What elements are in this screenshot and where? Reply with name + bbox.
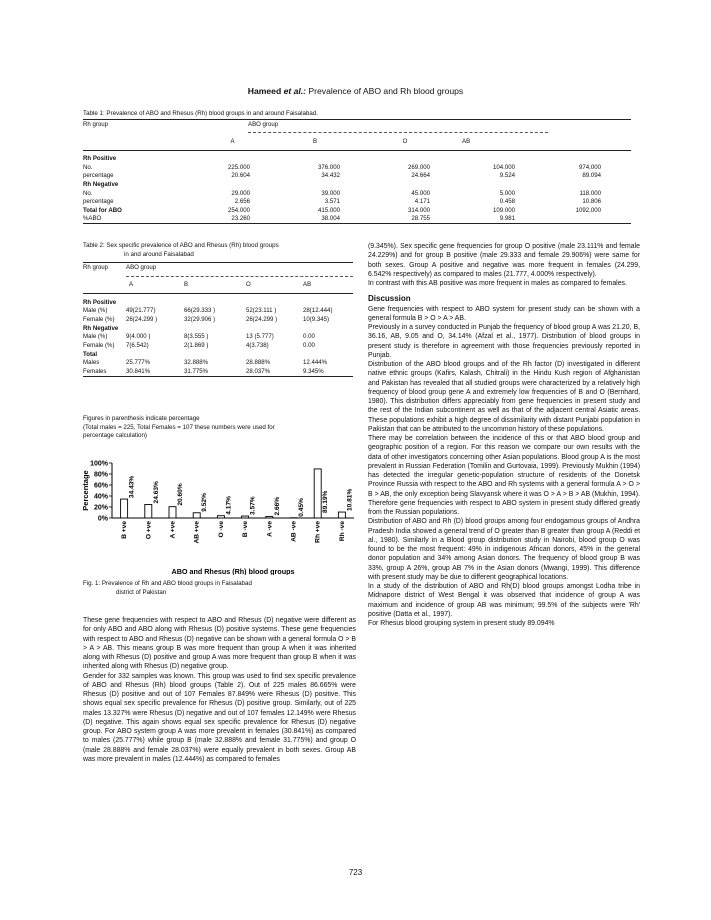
table-cell: 118.000 — [579, 189, 602, 197]
table-cell — [303, 298, 353, 307]
table2-header-rule — [83, 293, 353, 294]
table-row — [83, 197, 631, 206]
table-cell: 28(12.444) — [303, 307, 333, 315]
table-cell: 66(29.333 ) — [184, 307, 216, 315]
table-cell: 23.260 — [231, 215, 250, 223]
data-label: 20.60% — [177, 483, 184, 506]
table2-dash-rule — [126, 276, 353, 277]
paragraph: In contrast with this AB positive was more frequent in males as compared to females. — [368, 280, 627, 287]
table-cell: 1092.000 — [575, 206, 602, 214]
table-row — [83, 215, 631, 224]
table-cell: 2.656 — [234, 198, 250, 206]
table-cell: 32.888% — [184, 359, 209, 367]
table-cell: 9.524 — [499, 172, 515, 180]
bar — [193, 513, 200, 518]
table2-body — [83, 298, 353, 376]
category-label: B -ve — [242, 521, 250, 538]
figure-caption-line1: Fig. 1: Prevalence of Rh and ABO blood groups in Faisalabad — [83, 580, 252, 587]
header-title: Prevalence of ABO and Rh blood groups — [306, 86, 464, 96]
data-label: 34.43% — [128, 475, 136, 499]
table1 — [83, 119, 631, 224]
paragraph: In a study of the distribution of ABO and Rh(D) blood groups amongst Lodha tribe in Midnapore district of West Bengal it was observed that incidence of group A was maximum and incidence of group AB was minimum; 99.5% of the subjects were 'Rh' positive (Datta et al., 1997). — [368, 583, 640, 618]
data-label: 0.45% — [298, 498, 305, 517]
table-row — [83, 341, 353, 350]
table-row — [83, 324, 353, 333]
table-cell: 26(24.299 ) — [246, 315, 278, 323]
table-row — [83, 298, 353, 307]
table1-header-row — [83, 137, 631, 146]
table-cell: 34.432 — [321, 172, 340, 180]
table-cell: 25.777% — [126, 359, 151, 367]
page-number: 723 — [348, 868, 363, 877]
table-cell — [360, 154, 450, 163]
paragraph: Gene frequencies with respect to ABO system for present study can be shown with a general formula B > O > A > AB. — [368, 305, 640, 322]
table-row — [83, 359, 353, 368]
table-cell: 4.171 — [414, 198, 430, 206]
table-cell: 8(3.555 ) — [184, 333, 209, 341]
table2-col-header: AB — [303, 281, 312, 289]
paragraph: Previously in a survey conducted in Punjab the frequency of blood group A was 21.20, B, 36.16, AB, 9.05 and O, 34.14% (Afzal et al., 1977). Distribution of blood groups in present study is therefore in agreement with those frequencies previously reported in Punjab. — [368, 324, 640, 359]
table-cell: 52(23.111 ) — [246, 307, 277, 315]
table-row — [83, 367, 353, 376]
y-tick-label: 80% — [93, 471, 108, 479]
y-tick-label: 100% — [90, 460, 108, 468]
row-label: Male (%) — [83, 333, 108, 341]
table-cell: 89.094 — [582, 172, 602, 180]
paragraph: Gender for 332 samples was known. This group was used to find sex specific prevalence of ABO and Rhesus (Rh) blood groups (Table 2). Out of 225 males 86.665% were Rhesus (D) positive and out of 107 Females 87.849% were Rhesus (D) positive. This shows equal sex specific prevalence for Rhesus (D) positive group. Similarly, out of 225 males 13.327% were Rhesus (D) negative and out of 107 females 12.149% were Rhesus (D) negative. This again shows equal sex specific prevalence for Rhesus (D) negative group. For ABO system group A was more prevalent in females (30.841%) as compared to males (25.777%) while group B (male 32.888% and female 31.775%) and group O (male 28.888% and female 28.037%) were equally prevalent in both sexes. Group AB was more prevalent in males (12.444%) as compared to females — [83, 672, 356, 763]
row-label: Females — [83, 368, 107, 376]
category-label: O +ve — [145, 521, 153, 540]
table1-grid — [83, 120, 631, 223]
table-cell: 20.604 — [231, 172, 250, 180]
table-cell: 4(3.738) — [246, 342, 269, 350]
row-label: Males — [83, 359, 100, 367]
table-cell: 39.000 — [321, 189, 340, 197]
discussion-heading: Discussion — [368, 294, 411, 304]
table-cell: 225.000 — [227, 163, 250, 171]
table2-note: Figures in parenthesis indicate percentage — [83, 415, 200, 422]
table2-col-header: O — [246, 281, 251, 289]
table-row — [83, 350, 353, 359]
table1-col-header: A — [230, 137, 235, 145]
table-cell — [450, 154, 535, 163]
table-cell — [126, 324, 184, 333]
paragraph: There may be correlation between the incidence of this or that ABO blood group and geographic position of a region. For this reason we compare our own results with the data of other investigators concerning other Asian populations. Blood group A is the most prevalent in Russian Federation (Tomilin and Gurtovaia, 1999). Previously Mukhin (1994) has detected the irregular genetic-population structure of residents of the Donetsk Province Russia with respect to the ABO and Rh systems with a general formula A > O > B > AB, the only exception being Slavyansk where it was O > A > B > AB (Mukhin, 1994). Therefore gene frequencies with respect to ABO system in present study differed greatly from the Russian populations. — [368, 435, 640, 516]
table-cell: 29.000 — [231, 189, 250, 197]
row-label: Rh Positive — [83, 155, 117, 163]
table-row — [83, 206, 631, 215]
row-label: No. — [83, 163, 93, 171]
table-cell: 9.981 — [499, 215, 515, 223]
row-label: Rh Positive — [83, 298, 117, 306]
category-label: B +ve — [121, 521, 129, 539]
table-cell: 28.037% — [246, 368, 271, 376]
table-cell: 376.000 — [317, 163, 340, 171]
category-label: A -ve — [266, 521, 274, 537]
table-cell — [535, 154, 631, 163]
table-cell: 38.004 — [321, 215, 340, 223]
table2-note: percentage calculation) — [83, 432, 147, 440]
paragraph: (9.345%). Sex specific gene frequencies for group O positive (male 23.111% and female 24.229%) and for group B positive (male 29.333 and female 29.906%) were same for both sexes. Group A positive and negative was more frequent in females (24.299, 6.542% respectively) as compared to males (21.777, 4.000% respectively). — [368, 243, 640, 278]
table-cell: 2(1.869 ) — [184, 342, 209, 350]
row-label: Female (%) — [83, 315, 115, 323]
table-cell — [270, 154, 360, 163]
bar — [242, 516, 249, 518]
row-label: Rh Negative — [83, 324, 119, 332]
table-cell — [360, 180, 450, 189]
table-row — [83, 163, 631, 172]
data-label: 4.17% — [225, 496, 233, 515]
row-label: Total for ABO — [83, 206, 122, 214]
table1-header-rule — [83, 150, 631, 151]
table-cell: 0.458 — [499, 198, 515, 206]
table-cell: 9.345% — [303, 368, 324, 376]
table-cell — [184, 350, 246, 359]
table-cell: 26(24.299 ) — [126, 315, 158, 323]
right-column-text — [368, 242, 640, 628]
category-label: AB -ve — [290, 521, 298, 542]
row-label: Male (%) — [83, 307, 108, 315]
bar — [169, 507, 176, 518]
table1-caption: Table 1: Prevalence of ABO and Rhesus (Rh) blood groups in and around Faisalabad. — [83, 110, 318, 117]
table-cell: 269.000 — [407, 163, 430, 171]
table2-caption-line2: in and around Faisalabad — [124, 250, 194, 258]
table-row — [83, 172, 631, 181]
table-cell: 3.571 — [324, 198, 340, 206]
table-cell: 28.755 — [411, 215, 430, 223]
paragraph: Distribution of ABO and Rh (D) blood groups among four endogamous groups of Andhra Pradesh India showed a general trend of O greater than B greater than group A (Reddi et al., 1980). Similarly in a Blood group distribution study in Nairobi, blood group O was found to be the most frequent: 49% in indigenous African donors, 45% in the general donor population and 34% among Asian donors. The frequency of blood group B was 33%, group A 26%, group AB 7% in the Asian donors (Mwangi, 1999). This difference with present study may be due to different geographical locations. — [368, 518, 640, 581]
paragraph: Distribution of the ABO blood groups and of the Rh factor (D) investigated in different native ethnic groups (Kafirs, Kalash, Chitrali) in the Hindu Kush region of Afghanistan and Pakistan has revealed that all studied groups were characterized by a relatively high frequency of blood group gene A and extremely low frequencies of B and O (Bernhard, 1980). This distribution differs appreciably from gene frequencies in present study and the rest of the Indian subcontinent as well as that of the adjacent central Asiatic areas. These populations exhibit a high degree of dissimilarity with distant Punjabi population in Pakistan that can be attributed to the uncommon history of these populations. — [368, 361, 640, 433]
table-row — [83, 154, 631, 163]
table-cell: 31.775% — [184, 368, 209, 376]
bar — [338, 512, 345, 518]
data-label: 2.66% — [273, 496, 281, 516]
table-cell — [184, 324, 246, 333]
table2-col-rh: Rh group — [83, 263, 109, 271]
bar — [266, 517, 273, 518]
table1-bottom-rule — [83, 223, 631, 224]
data-label: 24.63% — [152, 481, 160, 504]
table1-col-header: O — [402, 137, 408, 145]
table-cell: 7(6.542) — [126, 342, 149, 350]
table-cell: 10(9.345) — [303, 315, 330, 323]
table-row — [83, 333, 353, 342]
table2-col-header: A — [129, 281, 134, 289]
table-cell: 10.806 — [582, 198, 602, 206]
table-cell: 0.00 — [303, 333, 315, 341]
y-tick-label: 0% — [97, 515, 108, 523]
table2 — [83, 262, 353, 377]
table-row — [83, 315, 353, 324]
table-cell — [270, 180, 360, 189]
table-cell — [303, 324, 353, 333]
table2-bottom-rule — [83, 376, 353, 377]
table2-note: (Total males = 225, Total Females = 107 these numbers were used for — [83, 423, 275, 431]
row-label: Rh Negative — [83, 180, 119, 188]
table-cell — [303, 350, 353, 359]
table-cell: 45.000 — [411, 189, 430, 197]
table1-col-rh: Rh group — [83, 120, 109, 128]
bar — [217, 516, 224, 518]
figure-caption-line2: district of Pakistan — [116, 588, 167, 596]
row-label: percentage — [83, 172, 114, 180]
y-tick-label: 20% — [93, 504, 108, 512]
paragraph: These gene frequencies with respect to ABO and Rhesus (D) negative were different as for only ABO and ABO along with Rhesus (D) positive systems. These gene frequencies with respect to ABO and Rhesus (D) negative can be shown with a general formula O > B > A > AB. This means group B was more frequent than group A when it was inherited along with Rhesus (D) positive and group A was more frequent than group B when it was inherited along with Rhesus (D) negative group. — [83, 617, 356, 671]
table2-col-header: B — [184, 281, 189, 289]
table-cell — [450, 180, 535, 189]
table-cell: 32(29.906 ) — [184, 315, 216, 323]
table1-dash-rule — [248, 132, 548, 133]
data-label: 89.19% — [322, 490, 330, 513]
y-axis-label: Percentage — [81, 470, 90, 511]
table-cell: 104.000 — [492, 163, 515, 171]
header-author: Hameed — [247, 86, 282, 96]
table-cell: 49(21.777) — [126, 307, 156, 315]
table-cell: 974.000 — [579, 163, 602, 171]
y-tick-label: 60% — [93, 482, 108, 490]
table-cell: 0.00 — [303, 342, 315, 350]
table-cell: 109.000 — [492, 206, 515, 214]
table-cell: 13 (5.777) — [246, 333, 274, 341]
table1-body — [83, 154, 631, 223]
category-label: O -ve — [217, 521, 225, 538]
table-cell — [195, 180, 270, 189]
bar — [145, 504, 152, 518]
paragraph: For Rhesus blood grouping system in present study 89.094% — [368, 620, 555, 627]
table-cell — [126, 350, 184, 359]
table-cell — [246, 298, 303, 307]
category-label: Rh +ve — [314, 521, 322, 543]
category-label: A +ve — [169, 521, 177, 539]
table-cell — [535, 180, 631, 189]
table-cell: 254.000 — [227, 206, 250, 214]
table2-caption-line1: Table 2: Sex specific prevalence of ABO and Rhesus (Rh) blood groups — [83, 242, 279, 249]
table-cell: 415.000 — [317, 206, 340, 214]
table-cell — [246, 350, 303, 359]
bar — [314, 469, 321, 518]
data-label: 10.81% — [346, 488, 354, 512]
table-cell: 24.664 — [411, 172, 430, 180]
running-header — [0, 86, 711, 96]
table2-col-abo: ABO group — [126, 263, 157, 271]
table-cell: 28.888% — [246, 359, 271, 367]
table2-notes — [83, 415, 358, 441]
header-etal: et al.: — [281, 86, 307, 96]
table2-grid — [83, 263, 353, 376]
table-row — [83, 189, 631, 198]
row-label: %ABO — [83, 215, 102, 223]
table-cell: 30.841% — [126, 368, 151, 376]
table-cell — [246, 324, 303, 333]
table-row — [83, 306, 353, 315]
table1-col-abo: ABO group — [248, 120, 279, 128]
table-cell — [126, 298, 184, 307]
x-axis-label: ABO and Rhesus (Rh) blood groups — [171, 567, 295, 575]
table1-col-header: B — [312, 137, 318, 145]
category-label: AB +ve — [193, 521, 201, 544]
table-cell: 5.000 — [499, 189, 515, 197]
left-column-text — [83, 616, 356, 764]
blood-group-bar-chart — [80, 455, 360, 575]
row-label: Total — [83, 350, 98, 358]
table1-col-header: AB — [462, 137, 471, 145]
table-cell: 9(4.000 ) — [126, 333, 151, 341]
row-label: No. — [83, 189, 93, 197]
table2-caption — [83, 242, 363, 259]
table-cell: 12.444% — [303, 359, 328, 367]
data-label: 3.57% — [249, 496, 257, 516]
data-label: 9.52% — [201, 493, 209, 512]
category-label: Rh -ve — [338, 521, 346, 542]
table2-header-row — [83, 280, 353, 289]
figure-caption — [83, 580, 363, 597]
table-cell — [195, 154, 270, 163]
bar — [121, 499, 128, 518]
row-label: percentage — [83, 198, 114, 206]
y-tick-label: 40% — [93, 493, 108, 501]
table-row — [83, 180, 631, 189]
table-cell — [535, 215, 631, 224]
table-cell: 314.000 — [407, 206, 430, 214]
row-label: Female (%) — [83, 342, 115, 350]
table-cell — [184, 298, 246, 307]
